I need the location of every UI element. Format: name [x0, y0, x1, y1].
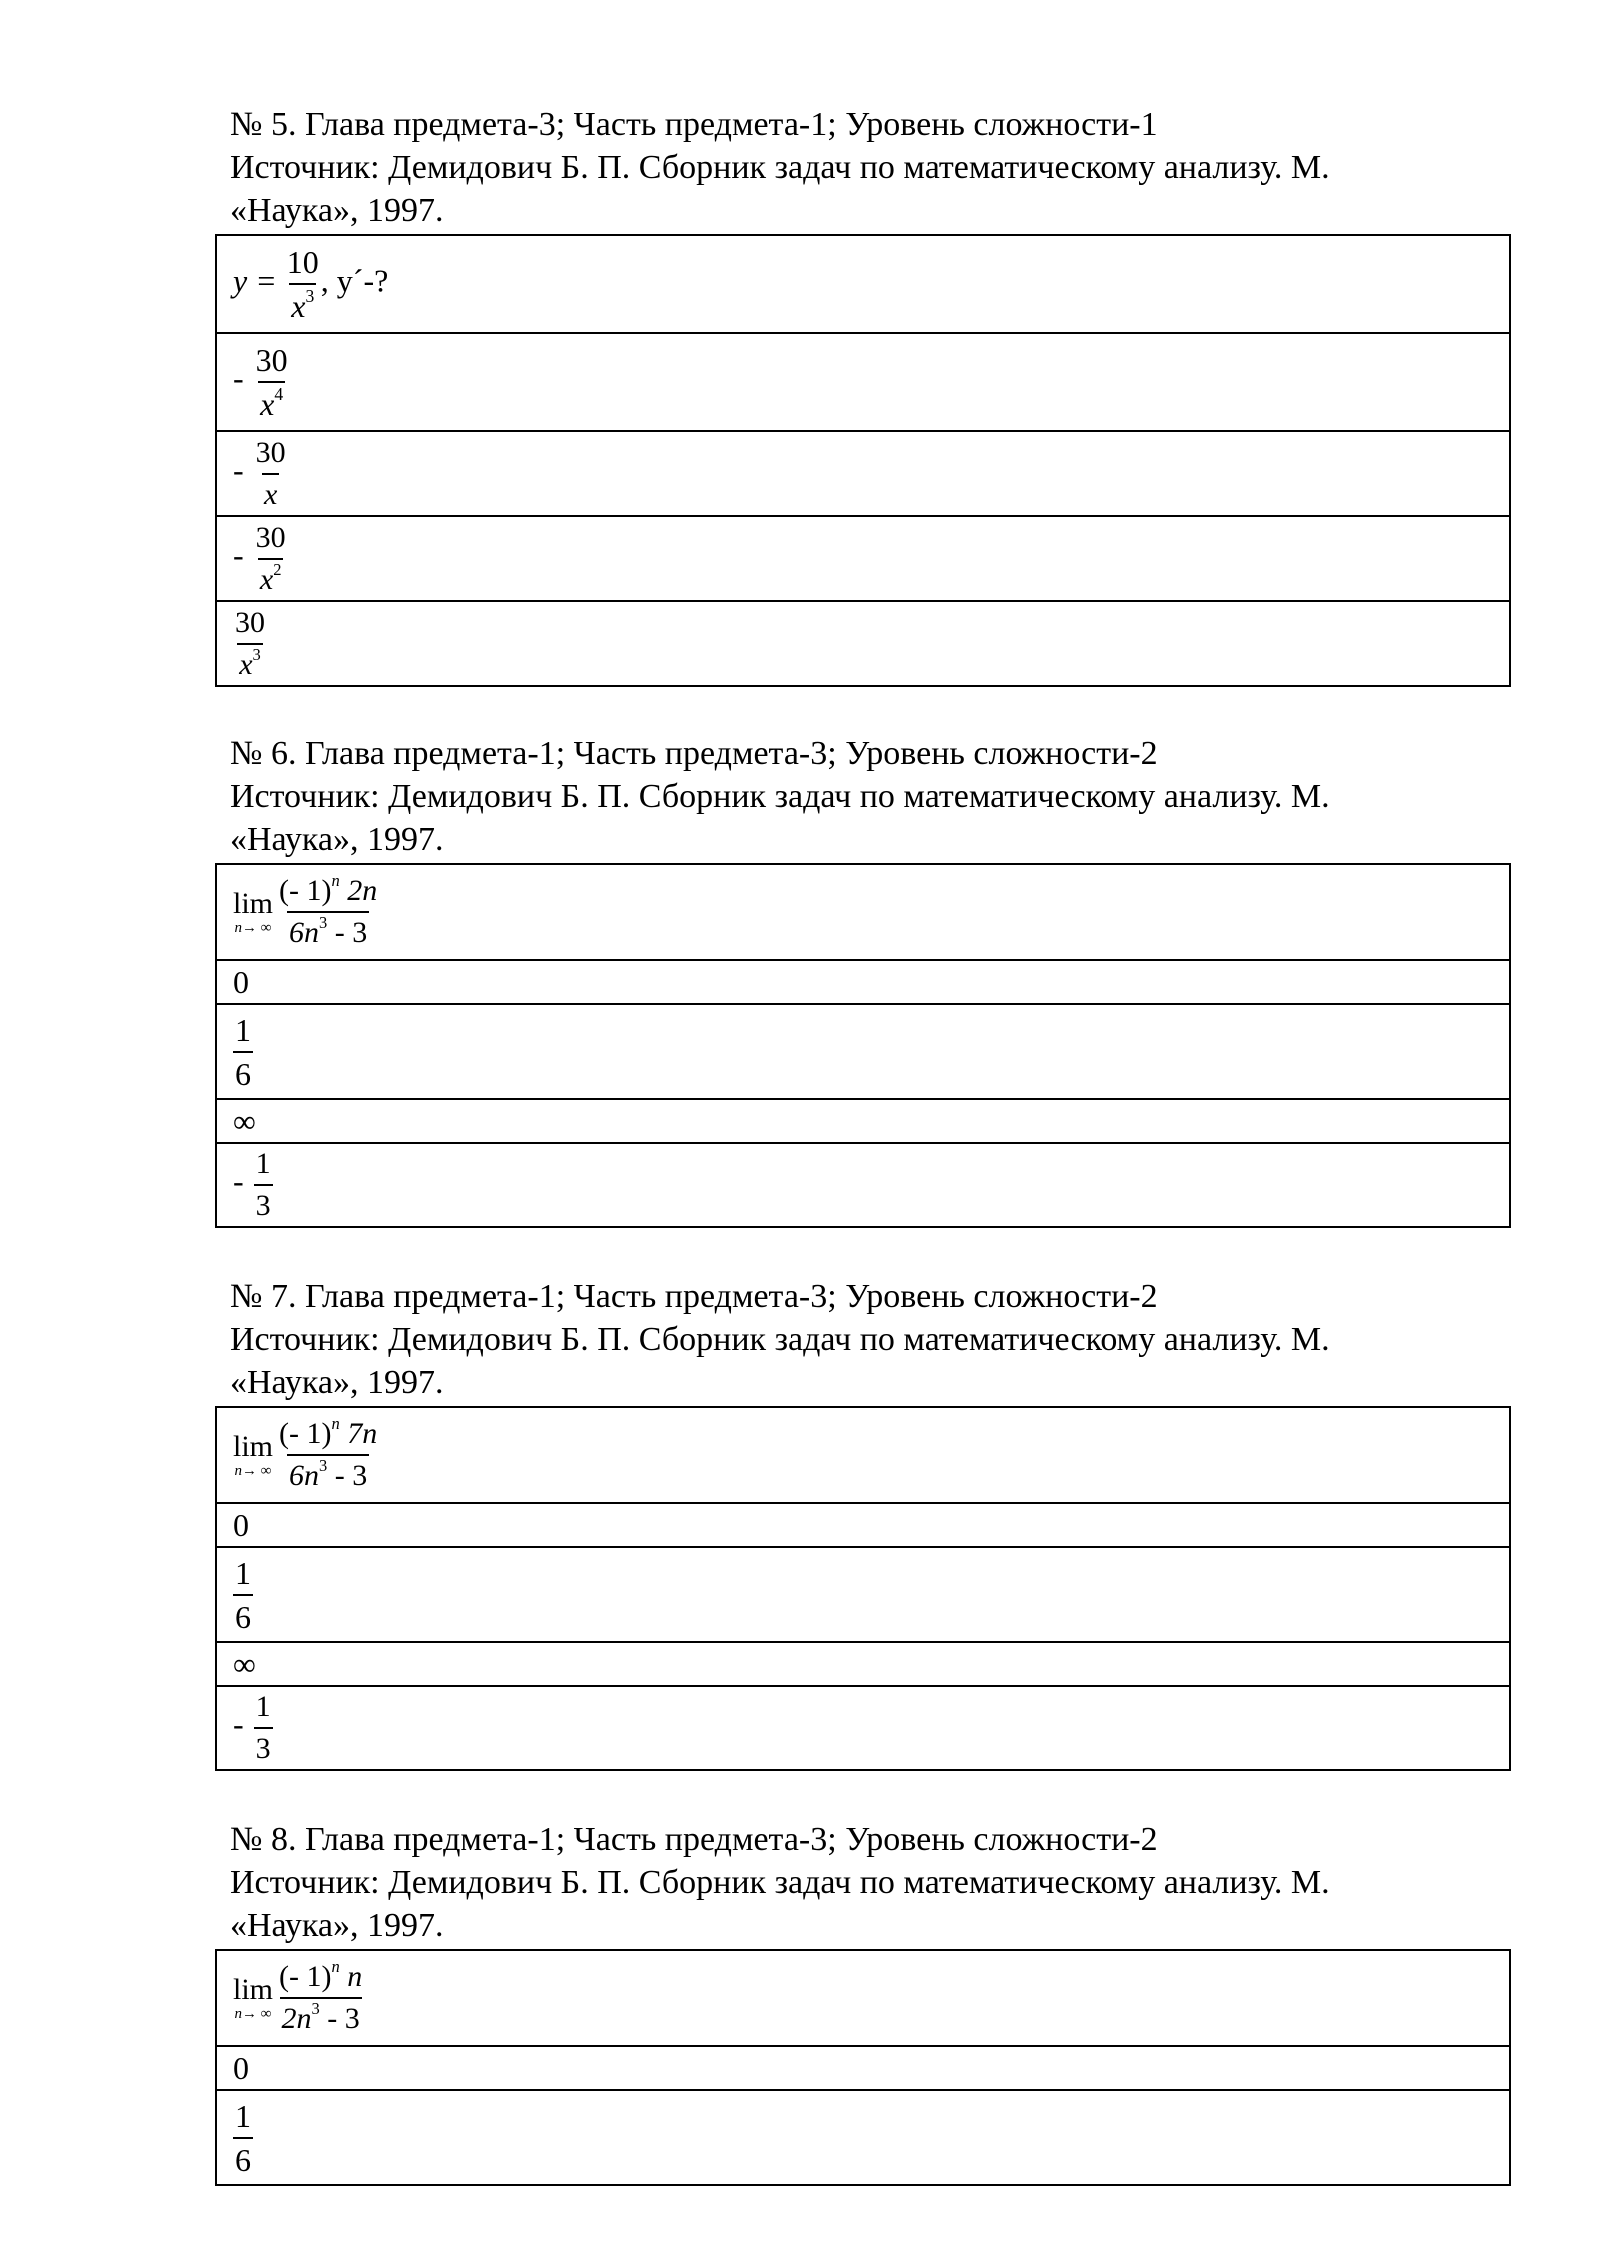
denominator-rest: - 3	[327, 916, 368, 949]
answer-option[interactable]	[216, 333, 1510, 431]
answer-cell	[216, 431, 1510, 516]
problem-source: Источник: Демидович Б. П. Сборник задач по математическому анализу. М.	[230, 1321, 1330, 1358]
denominator-rest: - 3	[319, 2002, 360, 2035]
fraction-denominator	[289, 283, 316, 322]
fraction-numerator: 1	[235, 1554, 251, 1591]
limit-subscript: n→ ∞	[234, 2005, 272, 2022]
minus-sign: -	[233, 1163, 244, 1200]
fraction-numerator	[277, 1413, 379, 1454]
fraction-denominator	[258, 381, 285, 420]
answer-option[interactable]	[216, 2046, 1510, 2090]
fraction-denominator: 3	[254, 1727, 273, 1764]
problem-title: № 8. Глава предмета-1; Часть предмета-3; Уровень сложности-2	[230, 1821, 1158, 1858]
answer-cell	[216, 1547, 1510, 1642]
numerator-rest: n	[339, 1960, 363, 1993]
limit-operator	[233, 886, 274, 936]
fraction	[254, 520, 288, 596]
limit-subscript: n→ ∞	[234, 919, 272, 936]
answer-option[interactable]	[216, 1642, 1510, 1686]
answer-option[interactable]	[216, 1004, 1510, 1099]
variable: x	[259, 562, 274, 596]
answer-option[interactable]	[216, 516, 1510, 601]
fraction	[277, 870, 379, 949]
fraction-numerator: 30	[235, 605, 265, 639]
answer-cell	[216, 1686, 1510, 1770]
fraction	[277, 1956, 364, 2035]
exponent: 2	[273, 559, 282, 579]
limit-word: lim	[233, 886, 274, 920]
answer-cell: ∞	[216, 1642, 1510, 1686]
exponent: n	[331, 1956, 340, 1976]
answer-cell	[216, 516, 1510, 601]
minus-sign: -	[233, 536, 244, 573]
fraction-numerator: 10	[286, 244, 319, 280]
answer-cell: 0	[216, 2046, 1510, 2090]
limit-subscript: n→ ∞	[234, 1462, 272, 1479]
question-row	[216, 1950, 1510, 2046]
question-cell	[216, 1950, 1510, 2046]
question-cell	[216, 1407, 1510, 1503]
answer-option[interactable]	[216, 1143, 1510, 1227]
exponent: 3	[311, 1998, 320, 2018]
fraction	[254, 435, 288, 511]
minus-sign: -	[233, 451, 244, 488]
problem-header	[215, 1275, 1511, 1404]
fraction-numerator: 1	[255, 1690, 271, 1723]
denominator-term: 6n	[289, 916, 319, 949]
problem-source: Источник: Демидович Б. П. Сборник задач по математическому анализу. М.	[230, 778, 1330, 815]
exponent: 4	[274, 384, 284, 405]
variable: x	[291, 288, 306, 324]
limit-word: lim	[233, 1429, 274, 1463]
fraction	[233, 1554, 253, 1635]
fraction-denominator	[258, 558, 284, 595]
exponent: 3	[319, 1455, 328, 1475]
problem-source: Источник: Демидович Б. П. Сборник задач по математическому анализу. М.	[230, 149, 1330, 186]
fraction-denominator: 6	[233, 1594, 253, 1633]
question-row	[216, 864, 1510, 960]
limit-operator	[233, 1429, 274, 1479]
minus-sign: -	[233, 360, 244, 397]
numerator-base: (- 1)	[279, 1960, 332, 1993]
numerator-rest: 7n	[339, 1417, 378, 1450]
variable: x	[263, 477, 278, 511]
fraction	[254, 344, 290, 420]
denominator-rest: - 3	[327, 1459, 368, 1492]
problem-title: № 7. Глава предмета-1; Часть предмета-3; Уровень сложности-2	[230, 1278, 1158, 1315]
fraction-numerator: 30	[255, 342, 288, 378]
problem-publisher: «Наука», 1997.	[230, 1364, 444, 1401]
variable: x	[239, 647, 253, 681]
limit-operator	[233, 1972, 274, 2022]
answer-cell: ∞	[216, 1099, 1510, 1143]
answer-option[interactable]	[216, 1503, 1510, 1547]
fraction	[254, 1692, 273, 1764]
problem-source: Источник: Демидович Б. П. Сборник задач по математическому анализу. М.	[230, 1864, 1330, 1901]
fraction-denominator	[237, 643, 263, 680]
limit-word: lim	[233, 1972, 274, 2006]
exponent: 3	[319, 912, 328, 932]
numerator-rest: 2n	[339, 874, 378, 907]
fraction-numerator: 1	[235, 1011, 251, 1048]
answer-cell	[216, 1004, 1510, 1099]
answer-option[interactable]	[216, 2090, 1510, 2185]
minus-sign: -	[233, 1706, 244, 1743]
question-row	[216, 1407, 1510, 1503]
answers-table	[215, 1949, 1511, 2186]
fraction-denominator	[262, 473, 279, 510]
answer-option[interactable]	[216, 601, 1510, 686]
fraction-denominator	[280, 1997, 362, 2034]
fraction	[233, 2097, 253, 2178]
numerator-base: (- 1)	[279, 874, 332, 907]
denominator-term: 6n	[289, 1459, 319, 1492]
answer-cell	[216, 601, 1510, 686]
exponent: 3	[252, 644, 261, 664]
fraction-numerator	[277, 1956, 364, 1997]
fraction-numerator	[277, 870, 379, 911]
fraction	[277, 1413, 379, 1492]
fraction	[233, 605, 267, 681]
answer-option[interactable]	[216, 960, 1510, 1004]
variable: x	[260, 386, 275, 422]
fraction-denominator	[287, 1454, 369, 1491]
problem-publisher: «Наука», 1997.	[230, 1907, 444, 1944]
answer-cell	[216, 2090, 1510, 2185]
problem-6	[215, 732, 1511, 1228]
problem-publisher: «Наука», 1997.	[230, 821, 444, 858]
fraction-numerator: 30	[255, 520, 286, 554]
problem-publisher: «Наука», 1997.	[230, 192, 444, 229]
fraction-denominator: 6	[233, 1051, 253, 1090]
fraction	[285, 246, 321, 322]
answer-option[interactable]	[216, 431, 1510, 516]
problem-title: № 6. Глава предмета-1; Часть предмета-3; Уровень сложности-2	[230, 735, 1158, 772]
answers-table	[215, 863, 1511, 1228]
question-row	[216, 235, 1510, 333]
fraction-denominator: 6	[233, 2137, 253, 2176]
answers-table	[215, 234, 1511, 687]
fraction	[254, 1149, 273, 1221]
answers-table	[215, 1406, 1511, 1771]
answer-option[interactable]	[216, 1099, 1510, 1143]
fraction-denominator	[287, 911, 369, 948]
answer-cell: 0	[216, 1503, 1510, 1547]
answer-cell	[216, 1143, 1510, 1227]
fraction-numerator: 1	[255, 1147, 271, 1180]
exponent: 3	[305, 286, 315, 307]
fraction-numerator: 1	[235, 2097, 251, 2134]
problem-header	[215, 103, 1511, 232]
denominator-term: 2n	[281, 2002, 312, 2035]
fraction-numerator: 30	[255, 435, 286, 469]
exponent: n	[331, 1413, 340, 1433]
question-cell	[216, 235, 1510, 333]
problem-header	[215, 1818, 1511, 1947]
fraction-denominator: 3	[254, 1184, 273, 1221]
numerator-base: (- 1)	[279, 1417, 332, 1450]
answer-cell	[216, 333, 1510, 431]
problem-8	[215, 1818, 1511, 2186]
fraction	[233, 1011, 253, 1092]
problem-title: № 5. Глава предмета-3; Часть предмета-1; Уровень сложности-1	[230, 106, 1158, 143]
question-suffix: , y´-?	[320, 262, 389, 299]
answer-option[interactable]	[216, 1547, 1510, 1642]
function-lhs: y =	[233, 262, 277, 299]
problem-5	[215, 103, 1511, 687]
problem-header	[215, 732, 1511, 861]
question-cell	[216, 864, 1510, 960]
problem-7	[215, 1275, 1511, 1771]
answer-cell: 0	[216, 960, 1510, 1004]
answer-option[interactable]	[216, 1686, 1510, 1770]
exponent: n	[331, 870, 340, 890]
